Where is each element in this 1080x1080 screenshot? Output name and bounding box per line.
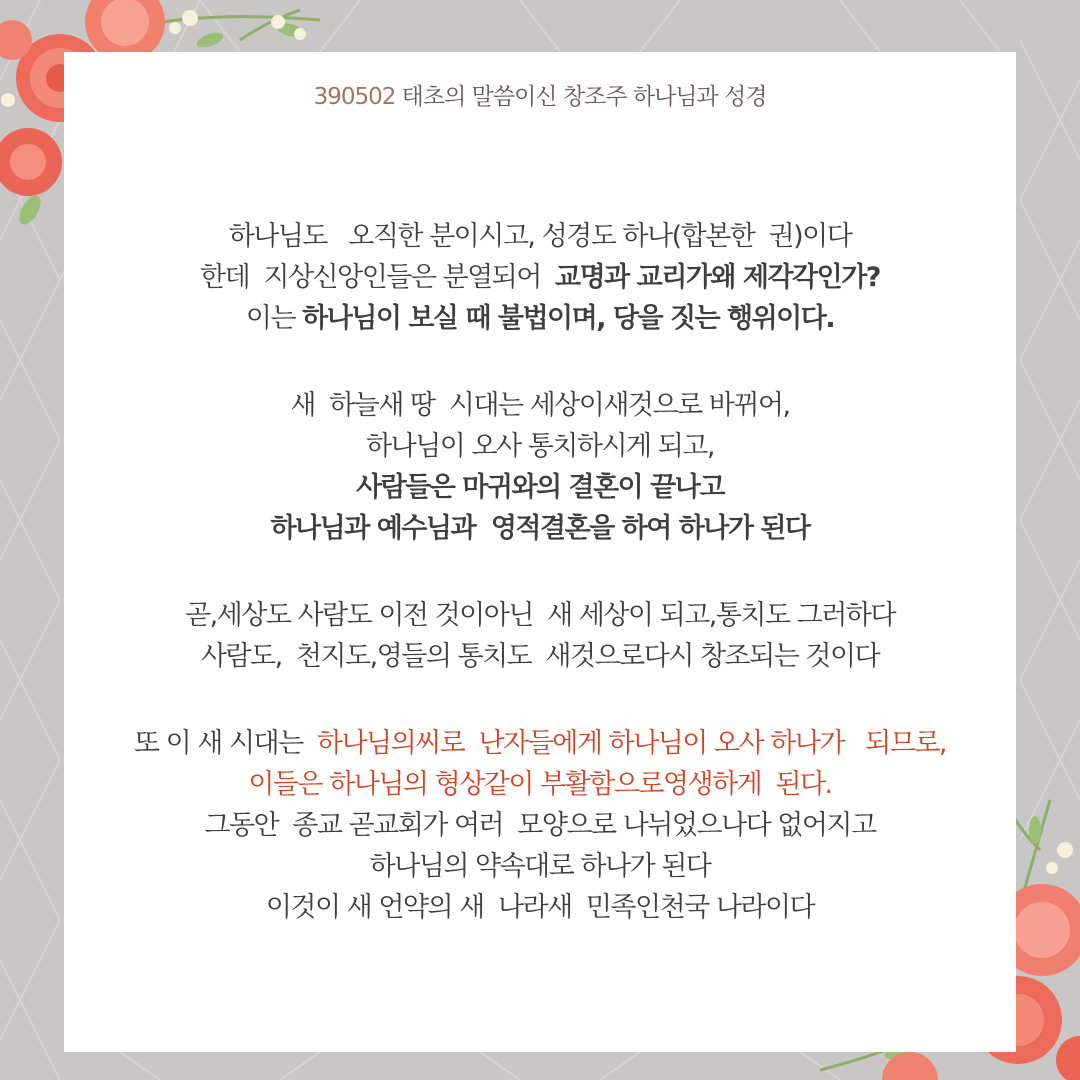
text-segment: 하나님의 약속대로 하나가 된다 [369, 851, 711, 882]
text-segment: 새 하늘새 땅 시대는 세상이새것으로 바뀌어, [290, 390, 790, 421]
scripture-text-body [64, 216, 1016, 974]
paragraph [64, 595, 1016, 677]
text-segment: 하나님이 오사 통치하시게 되고, [366, 431, 714, 462]
text-segment: 또 이 새 시대는 [133, 728, 317, 759]
text-segment: 한데 지상신앙인들은 분열되어 [200, 262, 556, 293]
paragraph [64, 723, 1016, 928]
text-segment: 이는 [245, 303, 303, 334]
bold-text: 교명과 교리가왜 제각각인가? [555, 262, 880, 293]
text-line [64, 846, 1016, 887]
text-line [64, 467, 1016, 508]
paragraph [64, 216, 1016, 339]
bold-text: 하나님과 예수님과 영적결혼을 하여 하나가 된다 [270, 513, 810, 544]
text-segment: 곧,세상도 사람도 이전 것이아닌 새 세상이 되고,통치도 그러하다 [185, 600, 895, 631]
text-line [64, 764, 1016, 805]
text-line [64, 636, 1016, 677]
sermon-title: 태초의 말씀이신 창조주 하나님과 성경 [395, 84, 767, 110]
text-line [64, 723, 1016, 764]
text-line [64, 508, 1016, 549]
text-segment: 사람도, 천지도,영들의 통치도 새것으로다시 창조되는 것이다 [200, 641, 880, 672]
sermon-code: 390502 [313, 84, 396, 110]
highlighted-text: 이들은 하나님의 형상같이 부활함으로영생하게 된다. [248, 769, 832, 800]
text-segment: 그동안 종교 곧교회가 여러 모양으로 나뉘었으나다 없어지고 [204, 810, 876, 841]
bold-text: 하나님이 보실 때 불법이며, 당을 짓는 행위이다. [302, 303, 835, 334]
text-line [64, 216, 1016, 257]
text-line [64, 887, 1016, 928]
text-line [64, 805, 1016, 846]
text-card [64, 52, 1016, 1052]
bold-text: 사람들은 마귀와의 결혼이 끝나고 [356, 472, 724, 503]
text-line [64, 595, 1016, 636]
text-segment: 하나님도 오직한 분이시고, 성경도 하나(합본한 권)이다 [228, 221, 852, 252]
text-line [64, 298, 1016, 339]
text-line [64, 385, 1016, 426]
paragraph [64, 385, 1016, 549]
page-title [64, 78, 1016, 111]
text-segment: 이것이 새 언약의 새 나라새 민족인천국 나라이다 [265, 892, 815, 923]
text-line [64, 257, 1016, 298]
highlighted-text: 하나님의씨로 난자들에게 하나님이 오사 하나가 되므로, [316, 728, 947, 759]
text-line [64, 426, 1016, 467]
